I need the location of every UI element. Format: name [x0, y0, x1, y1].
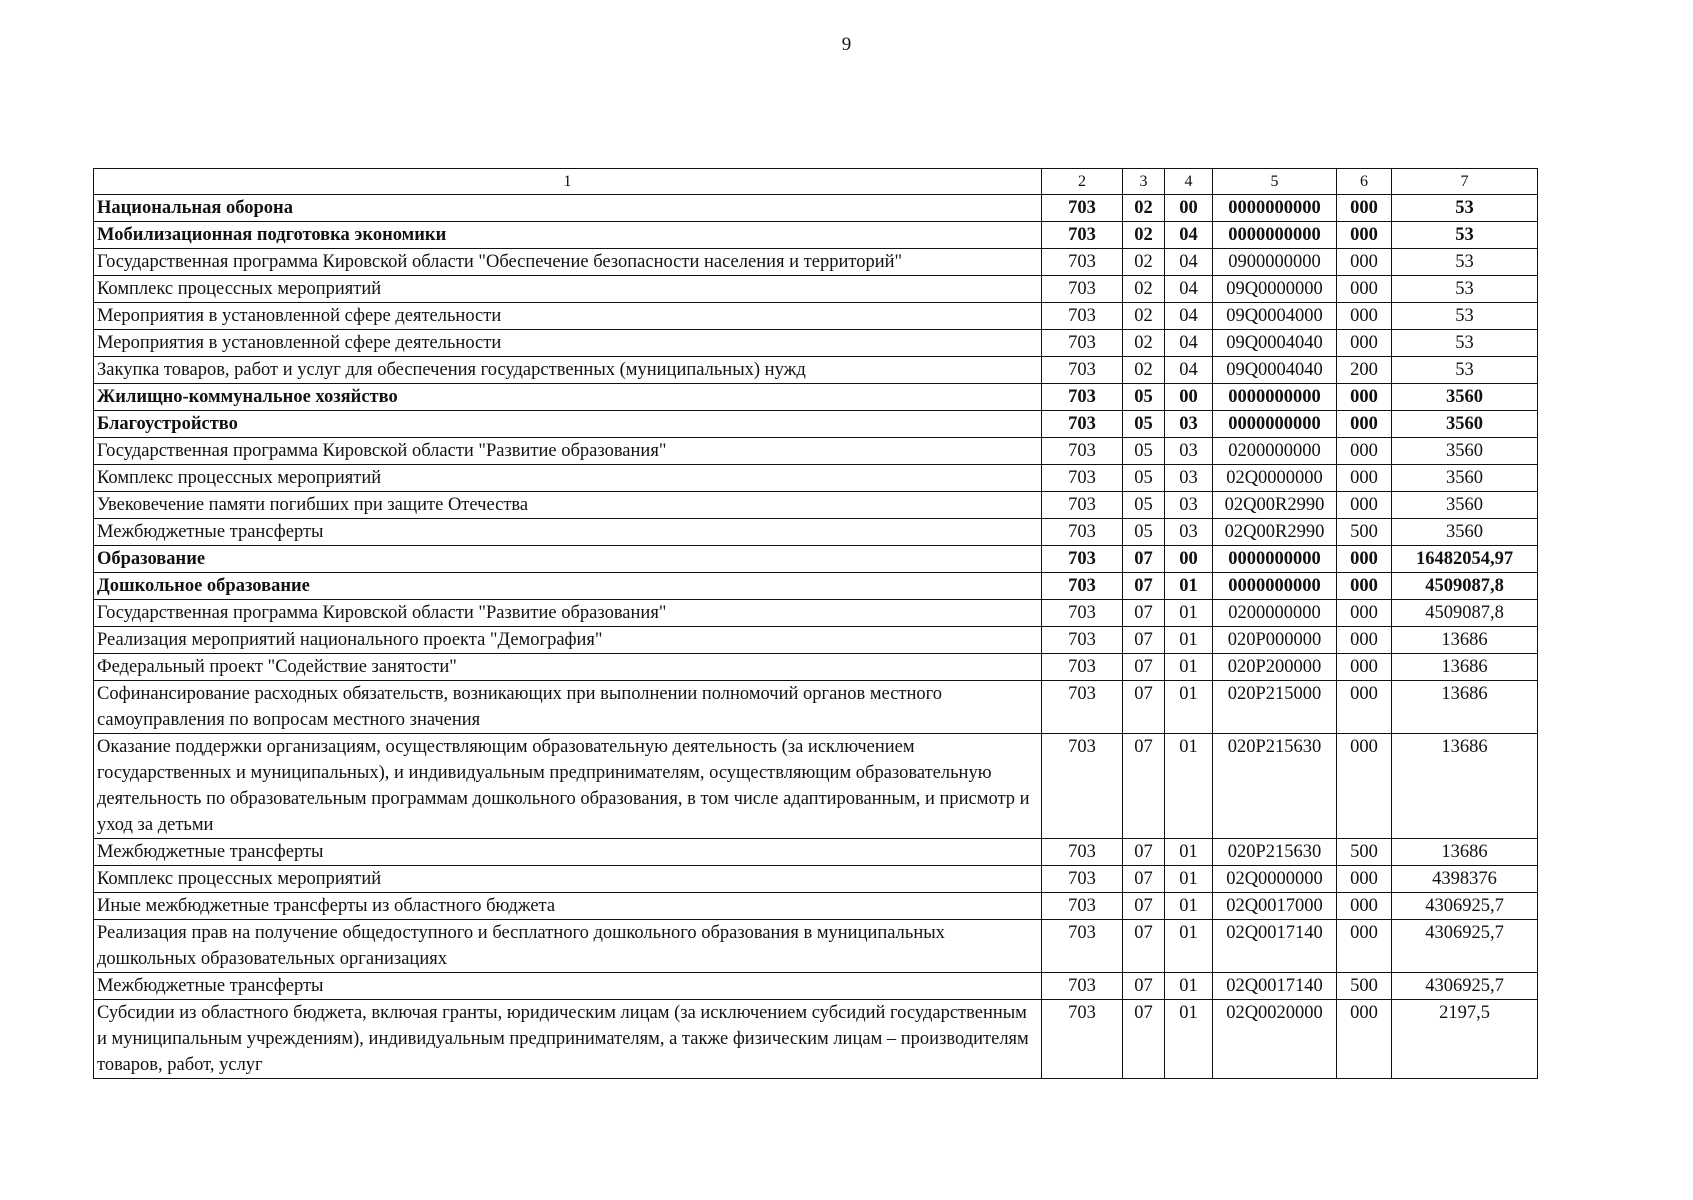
table-row	[94, 222, 1538, 249]
row-code-5-cell: 02Q00R2990	[1213, 492, 1337, 519]
row-code-6-cell: 000	[1337, 492, 1392, 519]
row-name-cell: Благоустройство	[94, 411, 1042, 438]
row-code-3-cell: 07	[1123, 573, 1165, 600]
row-code-4-cell: 00	[1165, 384, 1213, 411]
row-code-4-cell: 04	[1165, 222, 1213, 249]
row-code-5-cell: 02Q00R2990	[1213, 519, 1337, 546]
table-row	[94, 519, 1538, 546]
row-code-5-cell: 020P215000	[1213, 681, 1337, 734]
row-code-2-cell: 703	[1042, 920, 1123, 973]
row-code-3-cell: 02	[1123, 330, 1165, 357]
row-code-6-cell: 000	[1337, 411, 1392, 438]
row-code-2-cell: 703	[1042, 519, 1123, 546]
row-amount-cell: 4306925,7	[1392, 920, 1538, 973]
row-name-cell: Субсидии из областного бюджета, включая гранты, юридическим лицам (за исключением субсидий государственным и муниципальным учреждениям), индивидуальным предпринимателям, а также физическим лицам – производителям товаров, работ, услуг	[94, 1000, 1042, 1079]
row-code-3-cell: 07	[1123, 1000, 1165, 1079]
row-amount-cell: 3560	[1392, 465, 1538, 492]
header-cell-4: 4	[1165, 169, 1213, 195]
row-amount-cell: 13686	[1392, 627, 1538, 654]
row-code-3-cell: 07	[1123, 654, 1165, 681]
table-row	[94, 330, 1538, 357]
row-code-6-cell: 000	[1337, 330, 1392, 357]
row-name-cell: Реализация мероприятий национального проекта "Демография"	[94, 627, 1042, 654]
table-body	[94, 169, 1538, 1079]
row-code-4-cell: 03	[1165, 411, 1213, 438]
row-code-6-cell: 000	[1337, 734, 1392, 839]
row-amount-cell: 3560	[1392, 384, 1538, 411]
row-code-3-cell: 07	[1123, 546, 1165, 573]
row-code-6-cell: 000	[1337, 1000, 1392, 1079]
row-code-3-cell: 02	[1123, 276, 1165, 303]
row-code-4-cell: 01	[1165, 600, 1213, 627]
row-code-5-cell: 0900000000	[1213, 249, 1337, 276]
row-code-5-cell: 09Q0004000	[1213, 303, 1337, 330]
row-code-2-cell: 703	[1042, 546, 1123, 573]
row-name-cell: Государственная программа Кировской области "Развитие образования"	[94, 438, 1042, 465]
row-code-6-cell: 000	[1337, 573, 1392, 600]
row-amount-cell: 53	[1392, 249, 1538, 276]
row-code-3-cell: 05	[1123, 492, 1165, 519]
table-row	[94, 681, 1538, 734]
row-code-2-cell: 703	[1042, 973, 1123, 1000]
row-code-2-cell: 703	[1042, 330, 1123, 357]
row-code-2-cell: 703	[1042, 654, 1123, 681]
table-row	[94, 866, 1538, 893]
row-code-3-cell: 05	[1123, 438, 1165, 465]
row-code-4-cell: 01	[1165, 1000, 1213, 1079]
row-code-6-cell: 500	[1337, 519, 1392, 546]
row-name-cell: Мероприятия в установленной сфере деятельности	[94, 330, 1042, 357]
row-code-6-cell: 000	[1337, 893, 1392, 920]
row-code-5-cell: 02Q0017000	[1213, 893, 1337, 920]
row-code-2-cell: 703	[1042, 276, 1123, 303]
table-row	[94, 973, 1538, 1000]
row-amount-cell: 3560	[1392, 492, 1538, 519]
row-code-2-cell: 703	[1042, 1000, 1123, 1079]
row-name-cell: Увековечение памяти погибших при защите Отечества	[94, 492, 1042, 519]
row-name-cell: Комплекс процессных мероприятий	[94, 866, 1042, 893]
row-code-2-cell: 703	[1042, 384, 1123, 411]
row-code-3-cell: 07	[1123, 600, 1165, 627]
row-code-6-cell: 500	[1337, 839, 1392, 866]
table-row	[94, 249, 1538, 276]
row-code-2-cell: 703	[1042, 681, 1123, 734]
row-amount-cell: 16482054,97	[1392, 546, 1538, 573]
table-row	[94, 839, 1538, 866]
row-name-cell: Мобилизационная подготовка экономики	[94, 222, 1042, 249]
row-code-4-cell: 03	[1165, 438, 1213, 465]
row-amount-cell: 53	[1392, 330, 1538, 357]
row-code-6-cell: 000	[1337, 195, 1392, 222]
row-code-5-cell: 0000000000	[1213, 411, 1337, 438]
row-name-cell: Государственная программа Кировской области "Развитие образования"	[94, 600, 1042, 627]
row-amount-cell: 53	[1392, 303, 1538, 330]
row-amount-cell: 3560	[1392, 519, 1538, 546]
row-code-2-cell: 703	[1042, 222, 1123, 249]
row-code-4-cell: 01	[1165, 573, 1213, 600]
row-code-4-cell: 01	[1165, 920, 1213, 973]
row-code-3-cell: 05	[1123, 465, 1165, 492]
row-code-3-cell: 07	[1123, 681, 1165, 734]
table-row	[94, 195, 1538, 222]
table-row	[94, 734, 1538, 839]
row-name-cell: Иные межбюджетные трансферты из областного бюджета	[94, 893, 1042, 920]
header-cell-3: 3	[1123, 169, 1165, 195]
row-code-3-cell: 05	[1123, 384, 1165, 411]
row-code-5-cell: 0200000000	[1213, 438, 1337, 465]
row-code-3-cell: 02	[1123, 195, 1165, 222]
header-cell-2: 2	[1042, 169, 1123, 195]
row-name-cell: Национальная оборона	[94, 195, 1042, 222]
row-amount-cell: 53	[1392, 222, 1538, 249]
row-code-5-cell: 0000000000	[1213, 573, 1337, 600]
row-code-3-cell: 07	[1123, 627, 1165, 654]
table-row	[94, 465, 1538, 492]
row-code-3-cell: 05	[1123, 519, 1165, 546]
row-name-cell: Федеральный проект "Содействие занятости"	[94, 654, 1042, 681]
row-code-2-cell: 703	[1042, 627, 1123, 654]
row-code-4-cell: 00	[1165, 546, 1213, 573]
row-code-3-cell: 02	[1123, 357, 1165, 384]
row-code-2-cell: 703	[1042, 303, 1123, 330]
row-code-6-cell: 000	[1337, 303, 1392, 330]
row-code-2-cell: 703	[1042, 866, 1123, 893]
row-code-2-cell: 703	[1042, 573, 1123, 600]
row-code-4-cell: 01	[1165, 839, 1213, 866]
row-code-4-cell: 01	[1165, 654, 1213, 681]
row-amount-cell: 53	[1392, 357, 1538, 384]
row-code-5-cell: 02Q0000000	[1213, 866, 1337, 893]
row-code-4-cell: 04	[1165, 330, 1213, 357]
row-code-6-cell: 000	[1337, 276, 1392, 303]
row-code-6-cell: 000	[1337, 866, 1392, 893]
row-code-6-cell: 000	[1337, 654, 1392, 681]
table-row	[94, 654, 1538, 681]
row-code-6-cell: 000	[1337, 681, 1392, 734]
row-code-5-cell: 020P000000	[1213, 627, 1337, 654]
row-code-5-cell: 0000000000	[1213, 546, 1337, 573]
table-row	[94, 546, 1538, 573]
row-code-6-cell: 000	[1337, 546, 1392, 573]
row-code-6-cell: 200	[1337, 357, 1392, 384]
table-row	[94, 600, 1538, 627]
row-code-5-cell: 0000000000	[1213, 195, 1337, 222]
row-code-5-cell: 09Q0004040	[1213, 330, 1337, 357]
row-code-6-cell: 000	[1337, 249, 1392, 276]
row-code-5-cell: 09Q0000000	[1213, 276, 1337, 303]
row-code-2-cell: 703	[1042, 195, 1123, 222]
row-code-3-cell: 02	[1123, 303, 1165, 330]
header-cell-1: 1	[94, 169, 1042, 195]
row-amount-cell: 53	[1392, 276, 1538, 303]
row-code-5-cell: 02Q0017140	[1213, 973, 1337, 1000]
row-code-4-cell: 04	[1165, 357, 1213, 384]
row-code-3-cell: 02	[1123, 222, 1165, 249]
row-code-6-cell: 000	[1337, 222, 1392, 249]
table-row	[94, 1000, 1538, 1079]
table-row	[94, 357, 1538, 384]
row-name-cell: Межбюджетные трансферты	[94, 973, 1042, 1000]
row-code-3-cell: 07	[1123, 734, 1165, 839]
header-cell-6: 6	[1337, 169, 1392, 195]
row-code-4-cell: 04	[1165, 303, 1213, 330]
row-name-cell: Закупка товаров, работ и услуг для обеспечения государственных (муниципальных) нужд	[94, 357, 1042, 384]
row-code-2-cell: 703	[1042, 734, 1123, 839]
row-code-3-cell: 07	[1123, 973, 1165, 1000]
row-name-cell: Мероприятия в установленной сфере деятельности	[94, 303, 1042, 330]
row-amount-cell: 13686	[1392, 839, 1538, 866]
row-code-4-cell: 01	[1165, 893, 1213, 920]
row-amount-cell: 13686	[1392, 734, 1538, 839]
row-code-5-cell: 020P215630	[1213, 734, 1337, 839]
row-code-2-cell: 703	[1042, 438, 1123, 465]
table-row	[94, 492, 1538, 519]
row-name-cell: Комплекс процессных мероприятий	[94, 276, 1042, 303]
row-name-cell: Межбюджетные трансферты	[94, 839, 1042, 866]
row-code-3-cell: 07	[1123, 839, 1165, 866]
table-row	[94, 384, 1538, 411]
row-code-4-cell: 01	[1165, 627, 1213, 654]
row-code-3-cell: 02	[1123, 249, 1165, 276]
row-code-4-cell: 04	[1165, 276, 1213, 303]
row-amount-cell: 4509087,8	[1392, 600, 1538, 627]
row-code-2-cell: 703	[1042, 357, 1123, 384]
table-header-row	[94, 169, 1538, 195]
row-code-2-cell: 703	[1042, 411, 1123, 438]
row-name-cell: Реализация прав на получение общедоступного и бесплатного дошкольного образования в муниципальных дошкольных образовательных организациях	[94, 920, 1042, 973]
row-amount-cell: 13686	[1392, 681, 1538, 734]
table-row	[94, 411, 1538, 438]
row-name-cell: Межбюджетные трансферты	[94, 519, 1042, 546]
row-code-5-cell: 0200000000	[1213, 600, 1337, 627]
table-row	[94, 303, 1538, 330]
row-amount-cell: 4306925,7	[1392, 973, 1538, 1000]
row-code-6-cell: 000	[1337, 627, 1392, 654]
row-code-4-cell: 00	[1165, 195, 1213, 222]
table-row	[94, 276, 1538, 303]
row-amount-cell: 13686	[1392, 654, 1538, 681]
row-code-6-cell: 000	[1337, 384, 1392, 411]
row-code-5-cell: 02Q0020000	[1213, 1000, 1337, 1079]
row-code-2-cell: 703	[1042, 492, 1123, 519]
row-code-5-cell: 09Q0004040	[1213, 357, 1337, 384]
row-code-6-cell: 000	[1337, 600, 1392, 627]
row-code-2-cell: 703	[1042, 600, 1123, 627]
header-cell-5: 5	[1213, 169, 1337, 195]
header-cell-7: 7	[1392, 169, 1538, 195]
table-row	[94, 920, 1538, 973]
row-code-5-cell: 02Q0000000	[1213, 465, 1337, 492]
page-number: 9	[841, 34, 852, 55]
row-code-2-cell: 703	[1042, 465, 1123, 492]
row-amount-cell: 4509087,8	[1392, 573, 1538, 600]
row-code-4-cell: 04	[1165, 249, 1213, 276]
row-code-6-cell: 000	[1337, 438, 1392, 465]
row-amount-cell: 4306925,7	[1392, 893, 1538, 920]
row-code-4-cell: 01	[1165, 973, 1213, 1000]
row-name-cell: Жилищно-коммунальное хозяйство	[94, 384, 1042, 411]
row-code-2-cell: 703	[1042, 839, 1123, 866]
row-amount-cell: 53	[1392, 195, 1538, 222]
row-code-3-cell: 05	[1123, 411, 1165, 438]
row-name-cell: Комплекс процессных мероприятий	[94, 465, 1042, 492]
row-code-4-cell: 01	[1165, 866, 1213, 893]
row-amount-cell: 4398376	[1392, 866, 1538, 893]
row-amount-cell: 2197,5	[1392, 1000, 1538, 1079]
row-code-3-cell: 07	[1123, 920, 1165, 973]
budget-table	[93, 168, 1538, 1079]
row-code-5-cell: 0000000000	[1213, 222, 1337, 249]
row-name-cell: Государственная программа Кировской области "Обеспечение безопасности населения и территорий"	[94, 249, 1042, 276]
row-code-4-cell: 03	[1165, 465, 1213, 492]
table-row	[94, 627, 1538, 654]
row-code-4-cell: 01	[1165, 681, 1213, 734]
row-code-2-cell: 703	[1042, 893, 1123, 920]
row-code-3-cell: 07	[1123, 893, 1165, 920]
row-code-5-cell: 020P215630	[1213, 839, 1337, 866]
row-name-cell: Софинансирование расходных обязательств, возникающих при выполнении полномочий органов местного самоуправления по вопросам местного значения	[94, 681, 1042, 734]
row-code-3-cell: 07	[1123, 866, 1165, 893]
table-row	[94, 893, 1538, 920]
row-code-5-cell: 020P200000	[1213, 654, 1337, 681]
row-code-5-cell: 02Q0017140	[1213, 920, 1337, 973]
row-code-4-cell: 01	[1165, 734, 1213, 839]
row-code-6-cell: 000	[1337, 465, 1392, 492]
row-code-5-cell: 0000000000	[1213, 384, 1337, 411]
row-amount-cell: 3560	[1392, 411, 1538, 438]
row-name-cell: Дошкольное образование	[94, 573, 1042, 600]
row-amount-cell: 3560	[1392, 438, 1538, 465]
row-code-6-cell: 500	[1337, 973, 1392, 1000]
table-row	[94, 573, 1538, 600]
row-code-2-cell: 703	[1042, 249, 1123, 276]
row-name-cell: Образование	[94, 546, 1042, 573]
table-row	[94, 438, 1538, 465]
row-name-cell: Оказание поддержки организациям, осуществляющим образовательную деятельность (за исключением государственных и муниципальных), и индивидуальным предпринимателям, осуществляющим образовательную деятельность по образовательным программам дошкольного образования, в том числе адаптированным, и присмотр и уход за детьми	[94, 734, 1042, 839]
row-code-6-cell: 000	[1337, 920, 1392, 973]
row-code-4-cell: 03	[1165, 492, 1213, 519]
row-code-4-cell: 03	[1165, 519, 1213, 546]
